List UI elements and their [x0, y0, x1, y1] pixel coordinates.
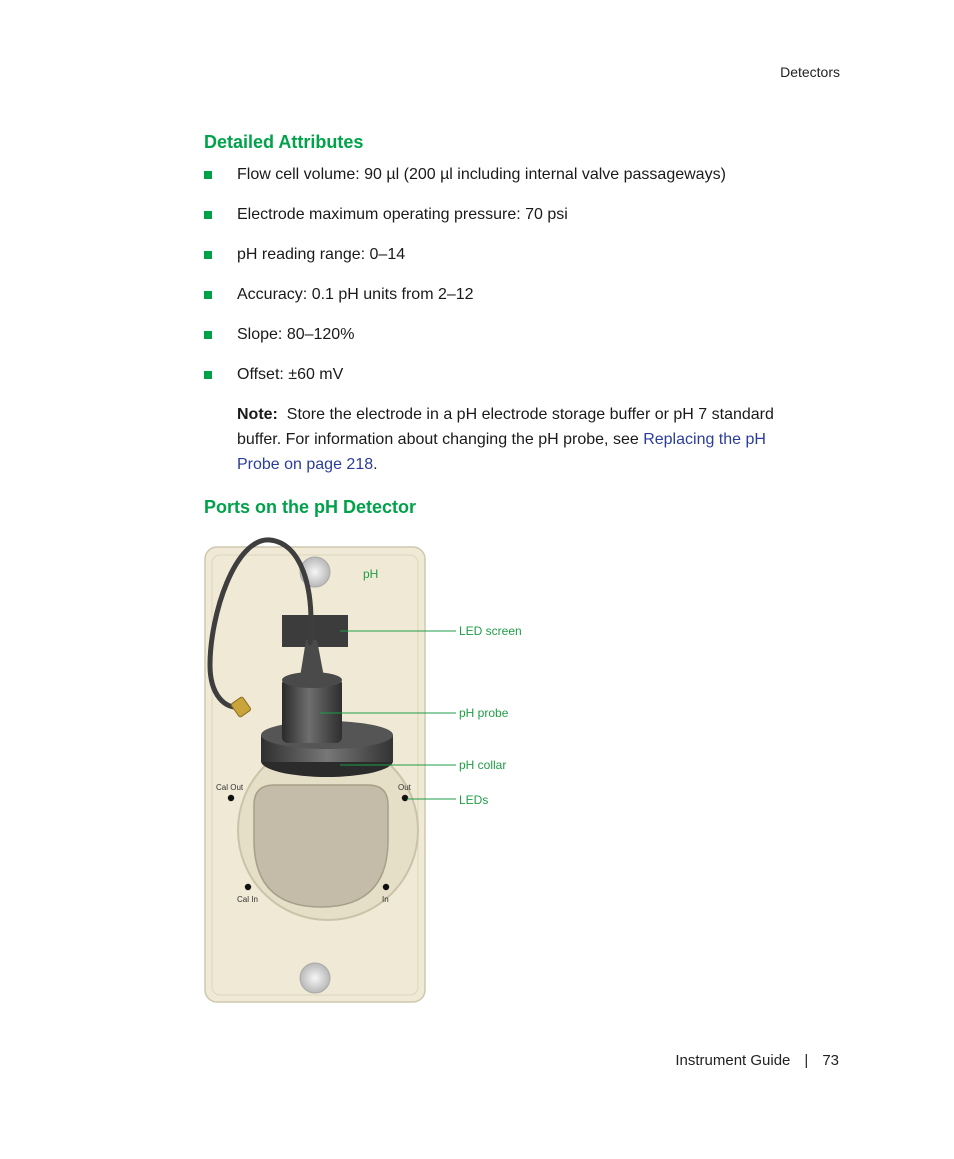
storage-note: Note: Store the electrode in a pH electrode storage buffer or pH 7 standard buffer. For information about changing the pH probe, see Replacing the pH Probe on page 218. [237, 406, 774, 473]
list-item: Slope: 80–120% [204, 324, 726, 364]
callout-ph-collar: pH collar [459, 758, 507, 772]
flow-cell-window [254, 785, 388, 907]
led-cal-in [245, 884, 251, 890]
list-item: Offset: ±60 mV [204, 364, 726, 404]
page-footer [675, 1052, 839, 1069]
section-heading-detailed-attributes: Detailed Attributes [204, 132, 364, 152]
list-item: pH reading range: 0–14 [204, 244, 726, 284]
running-header: Detectors [780, 64, 840, 80]
port-label-cal-out: Cal Out [216, 783, 244, 792]
replacing-probe-link[interactable]: Replacing the pH Probe on page 218 [237, 431, 766, 473]
bullet-square-icon [204, 291, 212, 299]
bullet-square-icon [204, 171, 212, 179]
page-number: 73 [822, 1052, 839, 1069]
footer-separator: | [804, 1052, 809, 1069]
list-item: Flow cell volume: 90 µl (200 µl including internal valve passageways) [204, 164, 726, 204]
led-cal-out [228, 795, 234, 801]
callout-led-screen: LED screen [459, 624, 522, 638]
attributes-list [204, 164, 726, 404]
ph-detector-figure [200, 535, 540, 1010]
list-item: Electrode maximum operating pressure: 70 psi [204, 204, 726, 244]
mounting-hole [300, 963, 330, 993]
port-label-out: Out [398, 783, 411, 792]
bullet-square-icon [204, 251, 212, 259]
section-heading-ports: Ports on the pH Detector [204, 497, 417, 517]
bullet-square-icon [204, 331, 212, 339]
guide-name: Instrument Guide [675, 1052, 791, 1069]
list-item: Accuracy: 0.1 pH units from 2–12 [204, 284, 726, 324]
led-out [402, 795, 408, 801]
callout-ph-probe: pH probe [459, 706, 509, 720]
callout-leds: LEDs [459, 793, 489, 807]
bullet-square-icon [204, 371, 212, 379]
bullet-square-icon [204, 211, 212, 219]
port-label-cal-in: Cal In [237, 895, 258, 904]
port-label-in: In [382, 895, 389, 904]
panel-label: pH [363, 567, 379, 581]
note-text: Store the electrode in a pH electrode storage buffer or pH 7 standard buffer. For information about changing the pH probe, see [237, 406, 774, 448]
note-label: Note: [237, 406, 278, 423]
led-in [383, 884, 389, 890]
